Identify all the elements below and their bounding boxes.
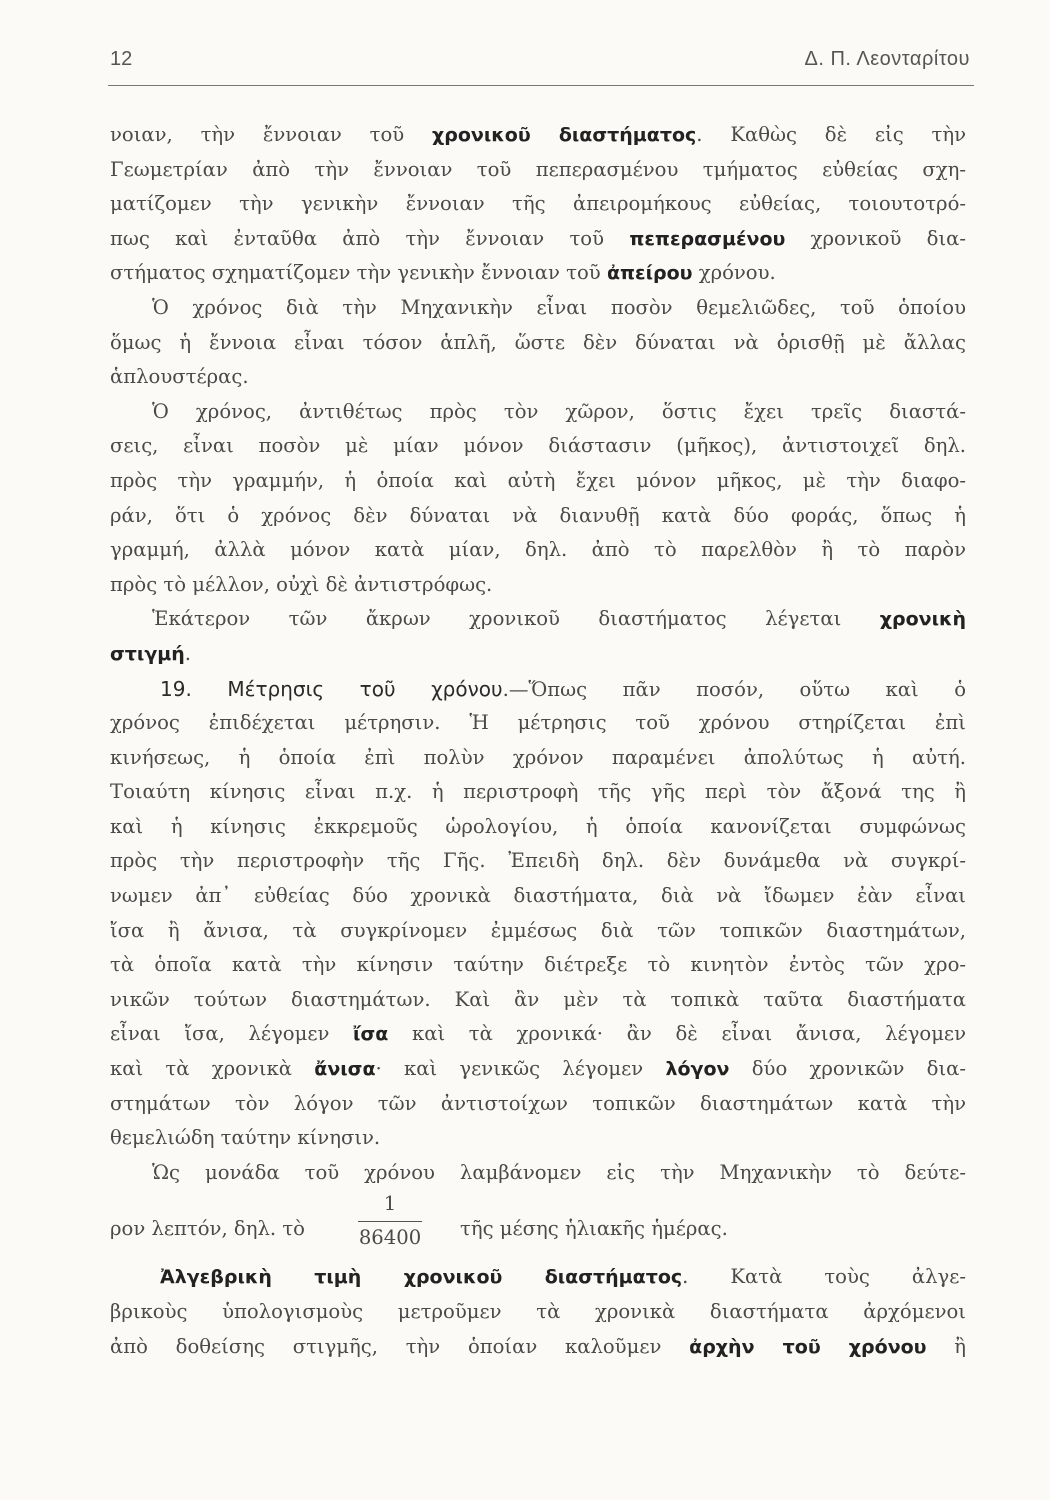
text-line	[110, 187, 966, 222]
text-line	[110, 983, 966, 1018]
bold-term: ἴσα	[353, 1023, 389, 1046]
text-segment: κινήσεως, ἡ ὁποία ἐπὶ πολὺν χρόνον παραμένει ἀπολύτως ἡ αὐτή.	[110, 745, 966, 769]
text-line	[110, 637, 966, 672]
text-segment: Ἑκάτερον τῶν ἄκρων χρονικοῦ διαστήματος λέγεται	[152, 607, 880, 631]
text-segment: πρὸς τὸ μέλλον, οὐχὶ δὲ ἀντιστρόφως.	[110, 572, 493, 596]
text-segment: νωμεν ἀπ᾿ εὐθείας δύο χρονικὰ διαστήματα, διὰ νὰ ἴδωμεν ἐὰν εἶναι	[110, 884, 966, 908]
bold-term: λόγον	[665, 1058, 730, 1081]
text-segment: δύο χρονικῶν δια-	[729, 1057, 966, 1081]
paragraph-unit-of-time	[110, 1156, 966, 1261]
text-segment: γραμμή, ἀλλὰ μόνον κατὰ μίαν, δηλ. ἀπὸ τὸ παρελθὸν ἢ τὸ παρὸν	[110, 538, 966, 562]
text-line	[110, 256, 966, 291]
text-line	[110, 775, 966, 810]
fraction-denominator: 86400	[358, 1226, 422, 1250]
bold-term: ἀπείρου	[606, 262, 693, 285]
bold-term: πεπερασμένου	[629, 227, 786, 250]
fraction-numerator: 1	[383, 1192, 397, 1216]
text-segment: Τοιαύτη κίνησις εἶναι π.χ. ἡ περιστροφὴ τῆς γῆς περὶ τὸν ἄξονά της ἢ	[110, 780, 966, 804]
text-segment: τῆς μέσης ἡλιακῆς ἡμέρας.	[460, 1217, 728, 1241]
text-segment: τὰ ὁποῖα κατὰ τὴν κίνησιν ταύτην διέτρεξε τὸ κινητὸν ἐντὸς τῶν χρο-	[110, 953, 966, 977]
text-line	[110, 948, 966, 983]
bold-term: χρονικὴ	[879, 608, 966, 631]
text-line	[110, 326, 966, 361]
text-line	[110, 1017, 966, 1052]
page-number: 12	[110, 48, 133, 70]
text-segment: ἀπὸ δοθείσης στιγμῆς, τὴν ὁποίαν καλοῦμεν	[110, 1334, 690, 1358]
text-segment: ἁπλουστέρας.	[110, 365, 249, 389]
text-line	[110, 568, 966, 603]
text-line	[110, 360, 966, 395]
text-segment: ἴσα ἢ ἄνισα, τὰ συγκρίνομεν ἐμμέσως διὰ τῶν τοπικῶν διαστημάτων,	[110, 918, 966, 942]
text-segment: Ὁ χρόνος, ἀντιθέτως πρὸς τὸν χῶρον, ὅστις ἔχει τρεῖς διαστά-	[152, 399, 966, 423]
paragraph-algebraic-value	[110, 1260, 966, 1364]
text-segment: νικῶν τούτων διαστημάτων. Καὶ ἂν μὲν τὰ τοπικὰ ταῦτα διαστήματα	[110, 987, 966, 1011]
text-line	[110, 672, 966, 707]
text-segment: Ὁ χρόνος διὰ τὴν Μηχανικὴν εἶναι ποσὸν θεμελιῶδες, τοῦ ὁποίου	[152, 295, 966, 319]
section-19	[110, 672, 966, 1156]
text-line	[110, 429, 966, 464]
text-segment: . Κατὰ τοὺς ἀλγε-	[682, 1265, 966, 1289]
text-line: Ὡς μονάδα τοῦ χρόνου λαμβάνομεν εἰς τὴν Μηχανικὴν τὸ δεύτε-	[152, 1160, 966, 1184]
text-line	[110, 533, 966, 568]
text-line	[110, 1330, 966, 1365]
text-segment: ματίζομεν τὴν γενικὴν ἔννοιαν τῆς ἀπειρομήκους εὐθείας, τοιουτοτρό-	[110, 192, 966, 216]
text-segment: · καὶ γενικῶς λέγομεν	[375, 1057, 666, 1081]
text-segment: βρικοὺς ὑπολογισμοὺς μετροῦμεν τὰ χρονικὰ διαστήματα ἀρχόμενοι	[110, 1300, 966, 1323]
text-segment: .	[184, 641, 192, 665]
text-line	[110, 464, 966, 499]
text-segment: εἶναι ἴσα, λέγομεν	[110, 1022, 354, 1046]
text-line	[110, 395, 966, 430]
text-segment: . Καθὼς δὲ εἰς τὴν	[696, 123, 966, 146]
text-segment: Γεωμετρίαν ἀπὸ τὴν ἔννοιαν τοῦ πεπερασμένου τμήματος εὐθείας σχη-	[110, 157, 966, 181]
text-line	[110, 1052, 966, 1087]
text-segment: σεις, εἶναι ποσὸν μὲ μίαν μόνον διάστασιν (μῆκος), ἀντιστοιχεῖ δηλ.	[110, 434, 966, 458]
text-line	[110, 914, 966, 949]
text-line	[110, 602, 966, 637]
bold-term: ἄνισα	[314, 1058, 376, 1081]
text-line	[110, 706, 966, 741]
text-segment: χρόνου.	[692, 261, 776, 285]
text-line	[110, 810, 966, 845]
text-segment: χρόνος ἐπιδέχεται μέτρησιν. Ἡ μέτρησις τοῦ χρόνου στηρίζεται ἐπὶ	[110, 711, 966, 735]
text-segment: ἢ	[926, 1334, 966, 1358]
text-segment: στημάτων τὸν λόγον τῶν ἀντιστοίχων τοπικῶν διαστημάτων κατὰ τὴν	[110, 1091, 966, 1115]
bold-term: στιγμή	[110, 642, 185, 665]
text-segment: πως καὶ ἐνταῦθα ἀπὸ τὴν ἔννοιαν τοῦ	[110, 226, 630, 250]
text-segment: ὅμως ἡ ἔννοια εἶναι τόσον ἁπλῆ, ὥστε δὲν δύναται νὰ ὁρισθῇ μὲ ἄλλας	[110, 330, 966, 354]
text-line	[110, 1295, 966, 1330]
text-line	[110, 153, 966, 188]
text-segment: καὶ ἡ κίνησις ἐκκρεμοῦς ὡρολογίου, ἡ ὁποία κανονίζεται συμφώνως	[110, 814, 966, 838]
fraction-line	[110, 1190, 966, 1260]
fraction	[358, 1190, 422, 1252]
text-segment: καὶ τὰ χρονικὰ	[110, 1057, 315, 1081]
text-segment: καὶ τὰ χρονικά· ἂν δὲ εἶναι ἄνισα, λέγομεν	[388, 1022, 966, 1046]
page-header	[110, 44, 970, 74]
text-line	[110, 222, 966, 257]
text-segment: στήματος σχηματίζομεν τὴν γενικὴν ἔννοιαν τοῦ	[110, 261, 607, 285]
bold-term: Ἀλγεβρικὴ τιμὴ χρονικοῦ διαστήματος	[160, 1266, 683, 1289]
text-segment: θεμελιώδη ταύτην κίνησιν.	[110, 1126, 381, 1150]
text-segment: χρονικοῦ δια-	[785, 226, 966, 250]
text-segment: ράν, ὅτι ὁ χρόνος δὲν δύναται νὰ διανυθῇ κατὰ δύο φοράς, ὅπως ἡ	[110, 503, 966, 527]
bold-term: χρονικοῦ διαστήματος	[432, 124, 697, 146]
text-line	[110, 879, 966, 914]
text-line	[110, 741, 966, 776]
text-segment: πρὸς τὴν περιστροφὴν τῆς Γῆς. Ἐπειδὴ δηλ. δὲν δυνάμεθα νὰ συγκρί-	[110, 849, 966, 873]
bold-term: ἀρχὴν τοῦ χρόνου	[689, 1335, 927, 1358]
fraction-bar	[358, 1221, 422, 1222]
paragraph-1	[110, 118, 966, 291]
text-segment: ρον λεπτόν, δηλ. τὸ	[110, 1217, 305, 1241]
text-segment: .—Ὅπως πᾶν ποσόν, οὕτω καὶ ὁ	[502, 677, 966, 701]
paragraph-4	[110, 602, 966, 671]
text-line	[110, 291, 966, 326]
text-line	[110, 1121, 966, 1156]
paragraph-2	[110, 291, 966, 395]
text-line	[110, 1087, 966, 1122]
text-segment: πρὸς τὴν γραμμήν, ἡ ὁποία καὶ αὐτὴ ἔχει μόνον μῆκος, μὲ τὴν διαφο-	[110, 468, 966, 492]
text-line	[110, 118, 966, 153]
text-line	[110, 1260, 966, 1295]
paragraph-3	[110, 395, 966, 603]
section-heading: 19. Μέτρησις τοῦ χρόνου	[160, 676, 503, 701]
text-line	[110, 499, 966, 534]
text-segment: νοιαν, τὴν ἔννοιαν τοῦ	[110, 123, 433, 146]
running-head-author: Δ. Π. Λεονταρίτου	[804, 48, 970, 70]
header-rule	[108, 85, 974, 86]
body-text	[110, 118, 966, 1364]
text-line	[110, 844, 966, 879]
